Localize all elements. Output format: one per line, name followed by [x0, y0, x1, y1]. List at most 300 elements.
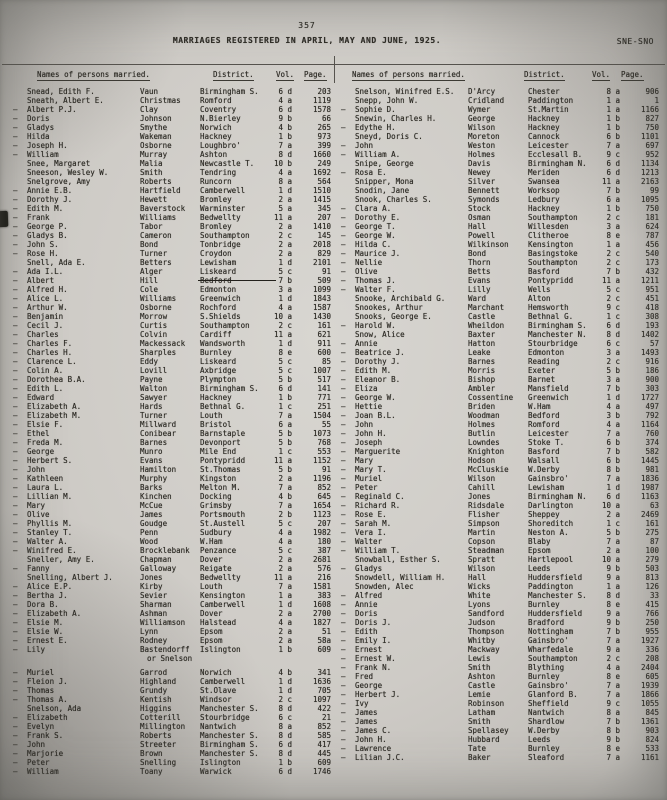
table-row [13, 537, 335, 546]
table-row [341, 510, 663, 519]
ditto-dash [13, 159, 27, 168]
table-row [13, 447, 335, 456]
person-name: Joseph H. [27, 141, 68, 150]
volume-ref: 4 a [278, 528, 292, 537]
table-row [13, 465, 335, 474]
table-row [341, 645, 663, 654]
spouse-surname: Wakeman [140, 132, 172, 141]
ditto-dash: — [341, 213, 346, 222]
table-row [13, 668, 335, 677]
table-row [341, 123, 663, 132]
page-ref: 33 [649, 591, 659, 600]
ditto-dash: — [341, 609, 346, 618]
page-ref: 1211 [640, 276, 659, 285]
spouse-surname: Silver [468, 177, 496, 186]
volume-ref: 2 a [278, 222, 292, 231]
district: Willesden [528, 222, 569, 231]
spouse-surname: Whitby [468, 636, 496, 645]
person-name: Annie E.B. [27, 186, 73, 195]
volume-ref: 8 b [606, 465, 620, 474]
page-ref: 193 [645, 321, 659, 330]
ditto-dash: — [341, 420, 346, 429]
volume-ref: 2 c [278, 321, 292, 330]
spouse-surname: Lemie [468, 690, 491, 699]
person-name: Hilda C. [355, 240, 392, 249]
volume-ref: 1 d [278, 294, 292, 303]
volume-ref: 1 d [278, 677, 292, 686]
volume-ref: 8 e [606, 600, 620, 609]
spouse-surname: Millington [140, 722, 186, 731]
district: Devonport [200, 438, 241, 447]
spouse-surname-alt: or Snelson [147, 654, 193, 663]
table-row [13, 636, 335, 645]
person-name: Charles [27, 330, 59, 339]
table-row [13, 357, 335, 366]
ditto-dash [341, 132, 355, 141]
spouse-surname: Flisher [468, 510, 500, 519]
district: Worksop [528, 186, 560, 195]
person-name: William T. [355, 546, 401, 555]
district: Bradford [528, 618, 565, 627]
person-name: Laura L. [27, 483, 64, 492]
district: Wells [528, 285, 551, 294]
person-name: Hettie [355, 402, 383, 411]
person-name: Snowden, Alec [355, 582, 414, 591]
table-row [341, 312, 663, 321]
page-ref: 497 [645, 402, 659, 411]
volume-ref: 7 a [606, 681, 620, 690]
volume-ref: 8 d [278, 731, 292, 740]
page-ref: 1939 [640, 681, 659, 690]
page-ref: 251 [317, 402, 331, 411]
ditto-dash: — [341, 744, 346, 753]
ditto-dash: — [341, 150, 346, 159]
ditto-dash: — [13, 150, 18, 159]
district: Louth [200, 582, 223, 591]
table-row [13, 186, 335, 195]
person-name: Joan B.L. [355, 411, 396, 420]
volume-ref: 6 d [278, 87, 292, 96]
district: Wandsworth [200, 339, 246, 348]
ditto-dash [341, 195, 355, 204]
spouse-surname: White [468, 591, 491, 600]
spouse-surname: Mackessack [140, 339, 186, 348]
district: Edmonton [528, 348, 565, 357]
volume-ref: 1 d [278, 339, 292, 348]
person-name: Lilian J.C. [355, 753, 405, 762]
spouse-surname: Snelling [140, 758, 177, 767]
district: Reading [528, 357, 560, 366]
spouse-surname: Hards [140, 402, 163, 411]
page-ref: 161 [645, 519, 659, 528]
spouse-surname: Barnes [140, 438, 168, 447]
spouse-surname: Curtis [140, 321, 168, 330]
volume-ref: 6 c [278, 713, 292, 722]
person-name: Elsie M. [27, 618, 64, 627]
district: Nantwich [528, 708, 565, 717]
spouse-surname: Turner [140, 411, 168, 420]
spouse-surname: Jones [468, 492, 491, 501]
ditto-dash: — [13, 429, 18, 438]
table-row [13, 492, 335, 501]
page-ref: 2700 [312, 609, 331, 618]
person-name: Edith M. [355, 366, 392, 375]
table-row [13, 384, 335, 393]
ditto-dash [13, 96, 27, 105]
district: St.Olave [200, 686, 237, 695]
person-name: Gladys B. [27, 231, 68, 240]
page-ref: 2469 [640, 510, 659, 519]
spouse-surname: Johnson [140, 114, 172, 123]
volume-ref: 9 a [606, 573, 620, 582]
page-ref: 1196 [312, 474, 331, 483]
page-ref: 417 [317, 740, 331, 749]
volume-ref: 1 a [278, 591, 292, 600]
table-row [13, 609, 335, 618]
spouse-surname: Sevier [140, 591, 168, 600]
volume-ref: 6 d [278, 105, 292, 114]
person-name: Sarah M. [355, 519, 392, 528]
page-ref: 1445 [640, 456, 659, 465]
person-name: Elsie W. [27, 627, 64, 636]
table-row [341, 159, 663, 168]
district: Greenwich [200, 294, 241, 303]
ditto-dash: — [13, 141, 18, 150]
volume-ref: 2 a [278, 474, 292, 483]
page-ref: 87 [649, 537, 659, 546]
ditto-dash: — [13, 668, 18, 677]
spouse-surname: Roberts [140, 177, 172, 186]
spouse-surname: Kentish [140, 695, 172, 704]
page-ref: 503 [645, 564, 659, 573]
person-name: Dorothy J. [355, 357, 401, 366]
volume-ref: 8 e [606, 744, 620, 753]
ditto-dash: — [341, 546, 346, 555]
district: W.Derby [528, 726, 560, 735]
person-name: Eleanor B. [355, 375, 401, 384]
district: Islington [200, 645, 241, 654]
person-name: Elizabeth A. [27, 609, 82, 618]
page-ref: 1727 [640, 393, 659, 402]
person-name: Rosa E. [355, 168, 387, 177]
volume-ref: 6 a [278, 420, 292, 429]
page-ref: 1587 [312, 303, 331, 312]
page-ref: 1660 [312, 150, 331, 159]
page-ref: 186 [645, 366, 659, 375]
spouse-surname: Powell [468, 231, 496, 240]
page-ref: 1608 [312, 600, 331, 609]
ditto-dash: — [341, 393, 346, 402]
district: Hemsworth [528, 303, 569, 312]
volume-ref: 6 d [606, 492, 620, 501]
index-range-label: SNE-SNO [616, 37, 654, 46]
page-ref: 1152 [312, 456, 331, 465]
person-name: Alice E.P. [27, 582, 73, 591]
volume-ref: 1 b [606, 123, 620, 132]
table-row [341, 735, 663, 744]
page-ref: 161 [317, 321, 331, 330]
person-name: John S. [27, 240, 59, 249]
table-row [341, 132, 663, 141]
district: Gainsbro' [528, 681, 569, 690]
person-name: Cecil J. [27, 321, 64, 330]
volume-ref: 1 d [278, 686, 292, 695]
spouse-surname: Conibear [140, 429, 177, 438]
volume-ref: 8 a [278, 177, 292, 186]
ditto-dash [13, 573, 27, 582]
ditto-dash: — [13, 510, 18, 519]
page-ref: 829 [317, 249, 331, 258]
table-row [341, 186, 663, 195]
district: Tonbridge [200, 240, 241, 249]
page-ref: 600 [317, 348, 331, 357]
volume-ref: 7 b [278, 276, 292, 285]
page-ref: 624 [645, 222, 659, 231]
spouse-surname: Sawyer [140, 393, 168, 402]
person-name: William A. [355, 150, 401, 159]
ditto-dash: — [13, 591, 18, 600]
table-row [13, 582, 335, 591]
person-name: Beatrice J. [355, 348, 405, 357]
spouse-surname: Hill [140, 276, 159, 285]
spouse-surname: Penn [140, 528, 159, 537]
page-ref: 582 [645, 447, 659, 456]
volume-ref: 7 a [606, 474, 620, 483]
ditto-dash: — [341, 717, 346, 726]
spouse-surname: Holmes [468, 420, 496, 429]
volume-ref: 4 a [278, 168, 292, 177]
volume-ref: 3 a [606, 348, 620, 357]
volume-ref: 2 c [606, 249, 620, 258]
person-name: Edith L. [27, 384, 64, 393]
volume-ref: 8 a [278, 722, 292, 731]
spouse-surname: Woodman [468, 411, 500, 420]
district: Norwich [200, 668, 232, 677]
district: Mile End [200, 447, 237, 456]
table-row [341, 114, 663, 123]
page-ref: 605 [645, 672, 659, 681]
volume-ref: 6 b [606, 456, 620, 465]
volume-ref: 7 a [278, 501, 292, 510]
spouse-surname: Spellasey [468, 726, 509, 735]
district: Birmingham N. [528, 159, 587, 168]
person-name: Snodin, Jane [355, 186, 410, 195]
page-ref: 973 [317, 132, 331, 141]
spouse-surname: Morrow [140, 312, 168, 321]
ditto-dash: — [341, 438, 346, 447]
volume-ref: 2 a [278, 627, 292, 636]
page-ref: 208 [645, 654, 659, 663]
district: Burnley [528, 672, 560, 681]
district: Runcorn [200, 177, 232, 186]
spouse-surname: Ashman [140, 609, 168, 618]
spouse-surname: Martin [468, 528, 496, 537]
person-name: Rose E. [355, 510, 387, 519]
district: Southampton [200, 231, 250, 240]
ditto-dash: — [341, 258, 346, 267]
ditto-dash: — [13, 758, 18, 767]
district: Epsom [528, 546, 551, 555]
table-row [13, 564, 335, 573]
page-ref: 374 [645, 438, 659, 447]
volume-ref: 8 e [606, 231, 620, 240]
person-name: Muriel [27, 668, 55, 677]
page-ref: 1123 [312, 510, 331, 519]
table-row [341, 474, 663, 483]
spouse-surname: Millward [140, 420, 177, 429]
ditto-dash: — [341, 636, 346, 645]
volume-ref: 7 b [606, 717, 620, 726]
person-name: Sneyd, Doris C. [355, 132, 423, 141]
page-ref: 760 [645, 429, 659, 438]
volume-ref: 2 a [278, 240, 292, 249]
page-ref: 533 [645, 744, 659, 753]
table-row [13, 321, 335, 330]
spouse-surname: James [140, 510, 163, 519]
spouse-surname: Ridsdale [468, 501, 505, 510]
ditto-dash [13, 87, 27, 96]
ditto-dash: — [13, 636, 18, 645]
volume-ref: 5 b [278, 438, 292, 447]
spouse-surname: Vaun [140, 87, 159, 96]
person-name: Clara A. [355, 204, 392, 213]
volume-ref: 10 a [273, 312, 292, 321]
ditto-dash: — [341, 402, 346, 411]
district: S.Shields [200, 312, 241, 321]
ditto-dash [341, 96, 355, 105]
page-ref: 1836 [640, 474, 659, 483]
page-ref: 1099 [312, 285, 331, 294]
table-row [13, 645, 335, 663]
page-ref: 771 [317, 393, 331, 402]
district: Nantwich [200, 722, 237, 731]
district: Birmingham N. [528, 492, 587, 501]
ditto-dash: — [13, 722, 18, 731]
table-row [341, 384, 663, 393]
person-name: William [27, 150, 59, 159]
ditto-dash: — [341, 564, 346, 573]
ditto-dash: — [13, 186, 18, 195]
ditto-dash [341, 177, 355, 186]
district: Sudbury [200, 528, 232, 537]
ditto-dash: — [13, 456, 18, 465]
volume-ref: 2 a [278, 564, 292, 573]
spouse-surname: Wheildon [468, 321, 505, 330]
person-name: Nellie [355, 258, 383, 267]
person-name: Evelyn [27, 722, 55, 731]
volume-ref: 1 d [278, 258, 292, 267]
ditto-dash: — [13, 303, 18, 312]
district: Hackney [528, 123, 560, 132]
spouse-surname: Munro [140, 447, 163, 456]
page-ref: 981 [645, 465, 659, 474]
volume-ref: 2 a [278, 636, 292, 645]
page-ref: 58a [317, 636, 331, 645]
page-ref: 399 [317, 141, 331, 150]
volume-ref: 1 d [606, 393, 620, 402]
ditto-dash: — [13, 312, 18, 321]
person-name: Frank S. [27, 731, 64, 740]
district: Bethnal G. [200, 402, 246, 411]
person-name: Fleion J. [27, 677, 68, 686]
spouse-surname: Jones [140, 573, 163, 582]
page-ref: 576 [317, 564, 331, 573]
table-row [341, 267, 663, 276]
spouse-surname: Butlin [468, 429, 496, 438]
spouse-surname: Cahill [468, 483, 496, 492]
person-name: Olive [27, 510, 50, 519]
ditto-dash: — [341, 735, 346, 744]
ditto-dash: — [13, 537, 18, 546]
ditto-dash: — [13, 447, 18, 456]
ditto-dash [341, 312, 355, 321]
district: Sheffield [528, 699, 569, 708]
page-ref: 1119 [312, 96, 331, 105]
volume-ref: 9 c [606, 303, 620, 312]
page-ref: 1163 [640, 492, 659, 501]
district: Docking [200, 492, 232, 501]
ditto-dash: — [341, 348, 346, 357]
person-name: Snee, Margaret [27, 159, 91, 168]
page-ref: 705 [317, 686, 331, 695]
page-ref: 55 [321, 420, 331, 429]
volume-ref: 6 d [606, 168, 620, 177]
table-row [13, 294, 335, 303]
person-name: Eliza [355, 384, 378, 393]
page-ref: 750 [645, 123, 659, 132]
spouse-surname: Judson [468, 618, 496, 627]
table-row [341, 573, 663, 582]
table-row [341, 222, 663, 231]
volume-ref: 7 a [278, 582, 292, 591]
person-name: Snipper, Mona [355, 177, 414, 186]
spouse-surname: Stock [468, 204, 491, 213]
page-ref: 1213 [640, 168, 659, 177]
table-row [341, 546, 663, 555]
page-title: MARRIAGES REGISTERED IN APRIL, MAY AND JUNE, 1925. [172, 36, 442, 45]
page-ref: 1410 [312, 222, 331, 231]
volume-ref: 7 a [278, 411, 292, 420]
ditto-dash [341, 186, 355, 195]
table-row [13, 510, 335, 519]
district: Romford [528, 420, 560, 429]
volume-ref: 7 a [278, 141, 292, 150]
person-name: Snelgrove, Amy [27, 177, 91, 186]
volume-ref: 1 a [606, 105, 620, 114]
spouse-surname: Streeter [140, 740, 177, 749]
table-row [341, 420, 663, 429]
volume-ref: 7 a [606, 636, 620, 645]
district: Tendring [200, 168, 237, 177]
ditto-dash: — [341, 105, 346, 114]
spouse-surname: Betts [468, 267, 491, 276]
page-ref: 952 [645, 150, 659, 159]
district: Greenwich [528, 393, 569, 402]
ditto-dash: — [341, 474, 346, 483]
ditto-dash: — [13, 645, 18, 654]
ditto-dash: — [13, 627, 18, 636]
table-row [13, 695, 335, 704]
person-name: James [355, 708, 378, 717]
district: Huddersfield [528, 573, 583, 582]
spouse-surname: Cossentine [468, 393, 514, 402]
ditto-dash: — [13, 321, 18, 330]
volume-ref: 8 e [278, 348, 292, 357]
volume-ref: 1 b [606, 204, 620, 213]
page-ref: 100 [645, 546, 659, 555]
table-row [13, 240, 335, 249]
person-name: Doris [355, 609, 378, 618]
